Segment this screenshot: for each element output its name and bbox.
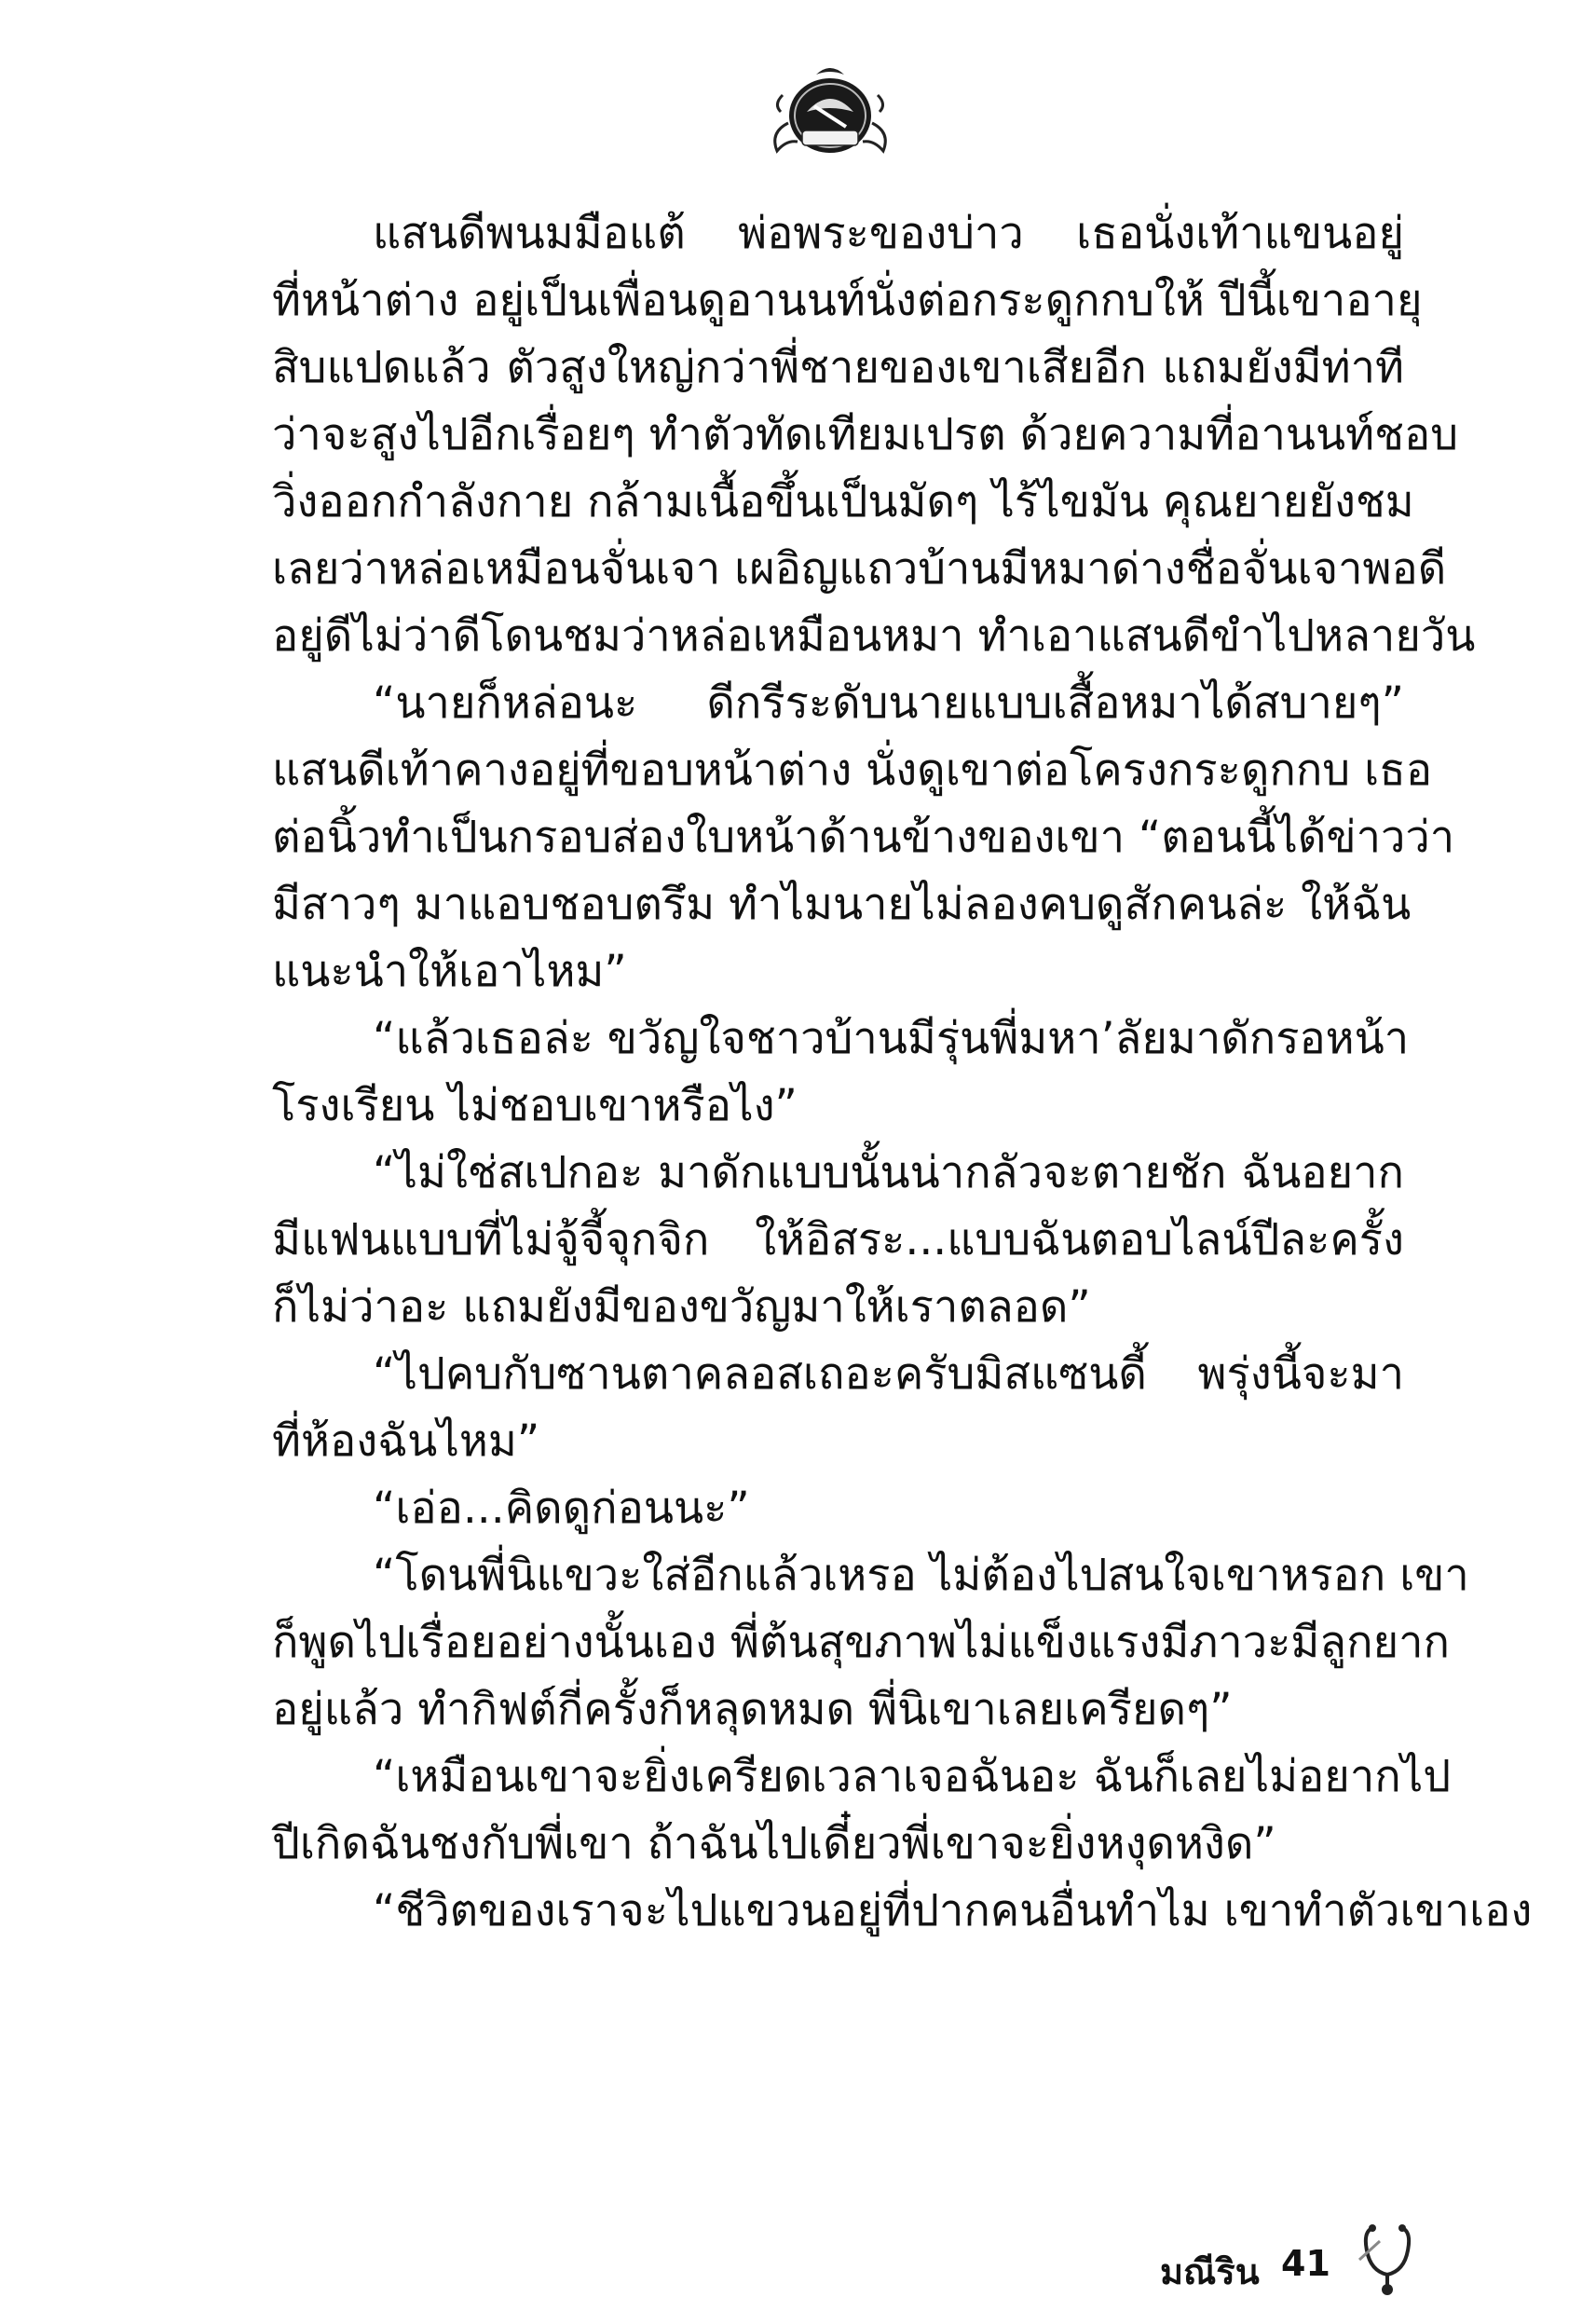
author-name: มณีริน	[1160, 2251, 1260, 2292]
text-line: “ไม่ใช่สเปกอะ มาดักแบบนั้นน่ากลัวจะตายชัก ฉันอยาก	[373, 1147, 1404, 1198]
text-line: “แล้วเธอล่ะ ขวัญใจชาวบ้านมีรุ่นพี่มหา’ลัยมาดักรอหน้า	[373, 1013, 1410, 1064]
text-line: แสนดีเท้าคางอยู่ที่ขอบหน้าต่าง นั่งดูเขาต่อโครงกระดูกกบ เธอ	[272, 745, 1433, 796]
text-line: ปีเกิดฉันชงกับพี่เขา ถ้าฉันไปเดี๋ยวพี่เขาจะยิ่งหงุดหงิด”	[272, 1818, 1276, 1869]
text-line: มีแฟนแบบที่ไม่จู้จี้จุกจิก ให้อิสระ...แบบฉันตอบไลน์ปีละครั้ง	[272, 1214, 1404, 1265]
text-line: ที่ห้องฉันไหม”	[272, 1415, 540, 1467]
text-line: “โดนพี่นิแขวะใส่อีกแล้วเหรอ ไม่ต้องไปสนใจเขาหรอก เขา	[373, 1550, 1469, 1601]
text-line: มีสาวๆ มาแอบชอบตรึม ทำไมนายไม่ลองคบดูสักคนล่ะ ให้ฉัน	[272, 879, 1412, 930]
body-text	[272, 200, 1533, 1945]
text-line: อยู่แล้ว ทำกิฟต์กี่ครั้งก็หลุดหมด พี่นิเขาเลยเครียดๆ”	[272, 1684, 1233, 1735]
text-line: แนะนำให้เอาไหม”	[272, 946, 627, 997]
text-line: “ไปคบกับซานตาคลอสเถอะครับมิสแซนดี้ พรุ่งนี้จะมา	[373, 1348, 1404, 1400]
text-line: โรงเรียน ไม่ชอบเขาหรือไง”	[272, 1080, 798, 1131]
text-line: “ชีวิตของเราจะไปแขวนอยู่ที่ปากคนอื่นทำไม เขาทำตัวเขาเอง	[373, 1885, 1533, 1936]
ornamental-emblem-icon	[760, 58, 900, 170]
text-line: ก็ไม่ว่าอะ แถมยังมีของขวัญมาให้เราตลอด”	[272, 1281, 1091, 1333]
text-line: แสนดีพนมมือแต้ พ่อพระของบ่าว เธอนั่งเท้าแขนอยู่	[373, 208, 1404, 259]
text-line: เลยว่าหล่อเหมือนจั่นเจา เผอิญแถวบ้านมีหมาด่างชื่อจั่นเจาพอดี	[272, 543, 1447, 595]
text-line: ต่อนิ้วทำเป็นกรอบส่องใบหน้าด้านข้างของเขา “ตอนนี้ได้ข่าวว่า	[272, 812, 1455, 863]
text-line: “นายก็หล่อนะ ดีกรีระดับนายแบบเสื้อหมาได้สบายๆ”	[373, 677, 1404, 729]
text-line: ว่าจะสูงไปอีกเรื่อยๆ ทำตัวทัดเทียมเปรต ด้วยความที่อานนท์ชอบ	[272, 409, 1459, 460]
text-line: อยู่ดีไม่ว่าดีโดนชมว่าหล่อเหมือนหมา ทำเอาแสนดีขำไปหลายวัน	[272, 610, 1476, 662]
text-line: “เหมือนเขาจะยิ่งเครียดเวลาเจอฉันอะ ฉันก็เลยไม่อยากไป	[373, 1751, 1452, 1802]
stethoscope-icon	[1356, 2222, 1421, 2297]
text-line: วิ่งออกกำลังกาย กล้ามเนื้อขึ้นเป็นมัดๆ ไร้ไขมัน คุณยายยังชม	[272, 476, 1414, 527]
text-line: ก็พูดไปเรื่อยอย่างนั้นเอง พี่ต้นสุขภาพไม่แข็งแรงมีภาวะมีลูกยาก	[272, 1617, 1450, 1668]
text-line: ที่หน้าต่าง อยู่เป็นเพื่อนดูอานนท์นั่งต่อกระดูกกบให้ ปีนี้เขาอายุ	[272, 275, 1423, 326]
page-number: 41	[1281, 2243, 1330, 2284]
text-line: สิบแปดแล้ว ตัวสูงใหญ่กว่าพี่ชายของเขาเสียอีก แถมยังมีท่าที	[272, 342, 1404, 393]
text-line: “เอ่อ...คิดดูก่อนนะ”	[373, 1483, 750, 1534]
page-footer	[1160, 2222, 1514, 2297]
